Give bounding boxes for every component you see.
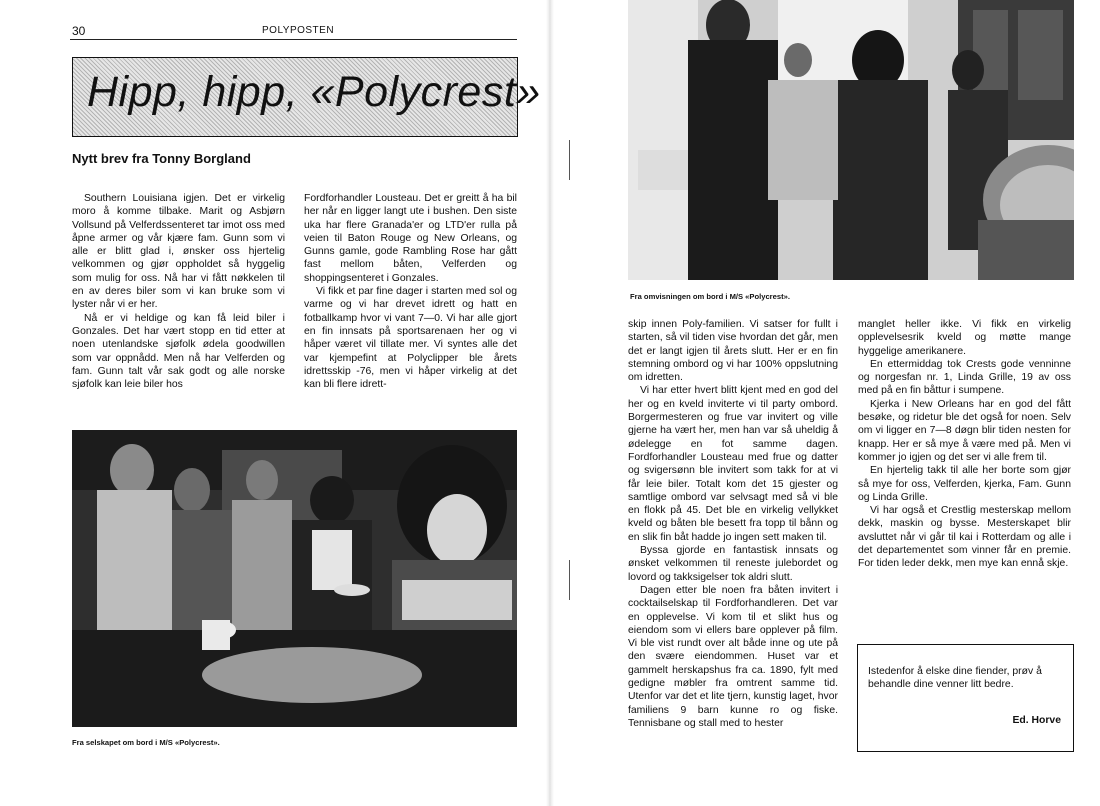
paragraph: Vi har også et Crestlig mesterskap mellom dekk, maskin og bysse. Mesterskapet blir avsluttet når vi går til kai i Rotterdam og alle i det departementet som vinner får en premie. For tiden leder dekk, men mye kan ennå skje. [858,505,1071,570]
article-subtitle: Nytt brev fra Tonny Borgland [72,151,251,166]
party-photo-image [72,430,517,727]
paragraph: skip innen Poly-familien. Vi satser for fullt i starten, så vil tiden vise hvordan det går, men det er langt igjen til årets slutt. Her er en fin stemning ombord og vi har 100% oppslutning om idretten. [628,319,838,384]
paragraph: Vi fikk et par fine dager i starten med sol og varme og vi har drevet idrett og hatt en fotballkamp hvor vi vant 7—0. Vi har alle gjort en fin innsats på sportsarenaen her og vi håper været vil tillate mer. Vi syntes alle det var kjempefint at Polyclipper ble årets idrettsskip -76, men vi håper virkelig at det kan bli flere idrett- [304,286,517,391]
photo-caption: Fra omvisningen om bord i M/S «Polycrest». [630,292,790,301]
paragraph: manglet heller ikke. Vi fikk en virkelig opplevelsesrik kveld og møtte mange hyggelige amerikanere. [858,319,1071,357]
paragraph: Southern Louisiana igjen. Det er virkelig moro å komme tilbake. Marit og Asbjørn Vollsund på Velferdssenteret tar imot oss med åpne armer og vår kjære fam. Gunn som vi alle er blitt glad i, ønsker oss hjertelig velkommen og gjør oppholdet så hyggelig som mulig for oss. Nå har vi fått nøkkelen til en av deres biler som vi kan bruke som vi lyster når vi er her. [72,193,285,311]
quote-author: Ed. Horve [1012,715,1061,726]
page-number: 30 [72,24,86,38]
quote-text: Istedenfor å elske dine fiender, prøv å behandle dine venner litt bedre. [868,666,1042,691]
paragraph: En hjertelig takk til alle her borte som gjør så mye for oss, Velferden, kjerka, Fam. Gunn og Linda Grille. [858,465,1071,503]
article-column-1 [72,192,285,391]
tour-photo [628,0,1074,280]
photo-caption: Fra selskapet om bord i M/S «Polycrest». [72,738,220,747]
paragraph: Fordforhandler Lousteau. Det er greitt å ha bil her når en ligger langt ute i bushen. Den siste uka har flere Granada'er og LTD'er rulla på veien til Baton Rouge og New Orleans, og Gunns gamle, gode Rambling Rose har gått fast mellom båten, Velferden og shoppingsenteret i Gonzales. [304,193,517,284]
paragraph: Kjerka i New Orleans har en god del fått besøke, og ridetur ble det også for noen. Selv om vi ligger en 7—8 døgn blir tiden nesten for knapp. Her er så mye å være med på. Men vi kommer jo igjen og det ser vi alle frem til. [858,398,1071,463]
article-title: Hipp, hipp, «Polycrest» [87,68,541,116]
paragraph: Vi har etter hvert blitt kjent med en god del her og en kveld inviterte vi til party ombord. Borgermesteren og frue var invitert og ville gjerne ha vært her, men han var så uheldig å ødelegge en fot samme dagen. Fordforhandler Lousteau med frue og datter og svigersønn ble invitert som takk for at vi får leie biler. Totalt kom det 15 gjester og samtlige ombord var selvsagt med så vi ble en flokk på 45. Det ble en virkelig vellykket kveld og båten ble besett fra topp til bånn og en slik fin båt hadde jo ingen sett maken til. [628,385,838,543]
tour-photo-image [628,0,1074,280]
party-photo [72,430,517,727]
title-banner [72,57,541,137]
paragraph: Dagen etter ble noen fra båten invitert i cocktailselskap til Fordforhandleren. Det var en opplevelse. Vi kom til et slikt hus og eiendom som vi ellers bare opplever på film. Vi ble vist rundt over alt både inne og ute på den svære eiendommen. Huset var et gammelt herskapshus fra ca. 1890, fylt med gedigne møbler fra omtrent samme tid. Utenfor var det et lite tjern, kunstig laget, hvor familiens 9 barn kunne ro og fiske. Tennisbane og stall med to hester [628,584,838,729]
quote-box [857,644,1074,752]
article-column-3 [628,318,838,730]
paragraph: En ettermiddag tok Crests gode venninne og norgesfan nr. 1, Linda Grille, 19 av oss med på en fin båttur i sumpene. [858,358,1071,397]
paragraph: Nå er vi heldige og kan få leid biler i Gonzales. Det har vært stopp en tid etter at noen utenlandske sjøfolk ødela goodwillen som var oppnådd. Men nå har Velferden og fam. Gunn talt vår sak godt og alle norske sjøfolk kan leie biler hos [72,312,285,391]
article-column-2 [304,192,517,391]
header-rule [70,39,517,40]
article-column-4 [858,318,1071,571]
paragraph: Byssa gjorde en fantastisk innsats og ønsket velkommen til reneste julebordet og lovord og takksigelser tok aldri slutt. [628,545,838,583]
running-head: POLYPOSTEN [262,25,335,36]
